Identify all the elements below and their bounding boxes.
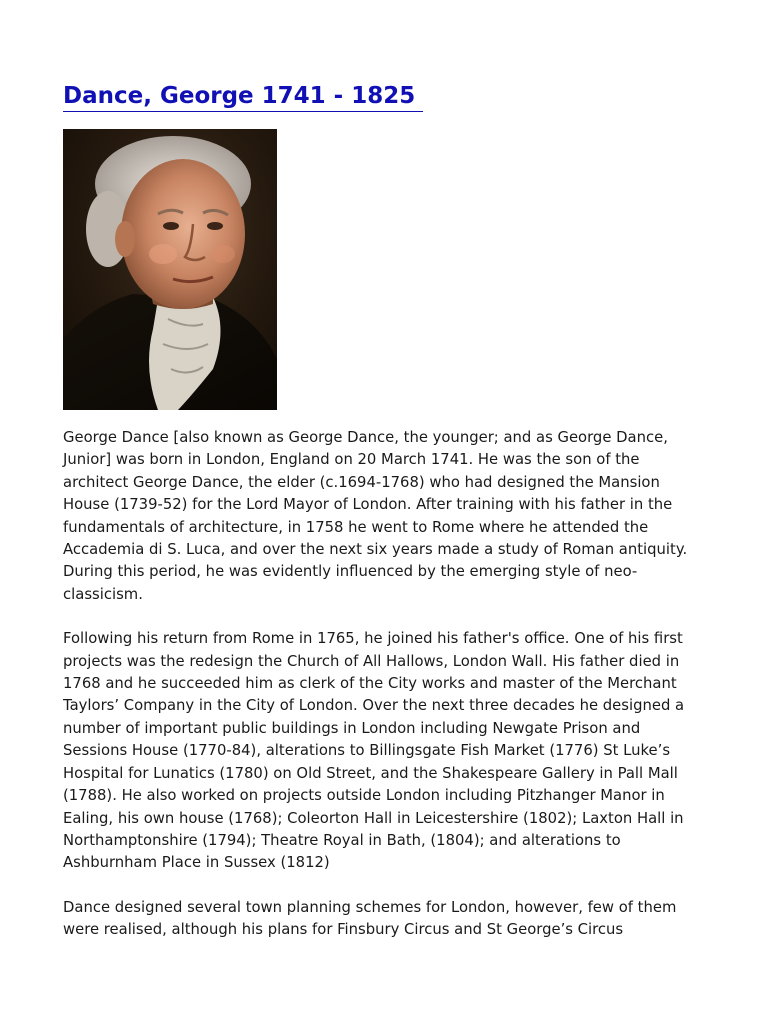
paragraph: Following his return from Rome in 1765, he joined his father's office. One of his first projects was the redesign the Church of All Hallows, London Wall. His father died in 1768 and he succeeded him as clerk of the City works and master of the Merchant Taylors’ Company in the City of London. Over the next three decades he designed a number of important public buildings in London including Newgate Prison and Sessions House (1770-84), alterations to Billingsgate Fish Market (1776) St Luke’s Hospital for Lunatics (1780) on Old Street, and the Shakespeare Gallery in Pall Mall (1788). He also worked on projects outside London including Pitzhanger Manor in Ealing, his own house (1768); Coleorton Hall in Leicestershire (1802); Laxton Hall in Northamptonshire (1794); Theatre Royal in Bath, (1804); and alterations to Ashburnham Place in Sussex (1812)	[63, 630, 685, 872]
page-title-link[interactable]: Dance, George 1741 - 1825	[63, 81, 423, 112]
portrait-image	[63, 129, 277, 410]
article-body	[63, 427, 708, 964]
paragraph: George Dance [also known as George Dance, the younger; and as George Dance, Junior] was born in London, England on 20 March 1741. He was the son of the architect George Dance, the elder (c.1694-1768) who had designed the Mansion House (1739-52) for the Lord Mayor of London. After training with his father in the fundamentals of architecture, in 1758 he went to Rome where he attended the Accademia di S. Luca, and over the next six years made a study of Roman antiquity. During this period, he was evidently influenced by the emerging style of neo-classicism.	[63, 429, 688, 603]
paragraph: Dance designed several town planning schemes for London, however, few of them were realised, although his plans for Finsbury Circus and St George’s Circus	[63, 898, 677, 939]
